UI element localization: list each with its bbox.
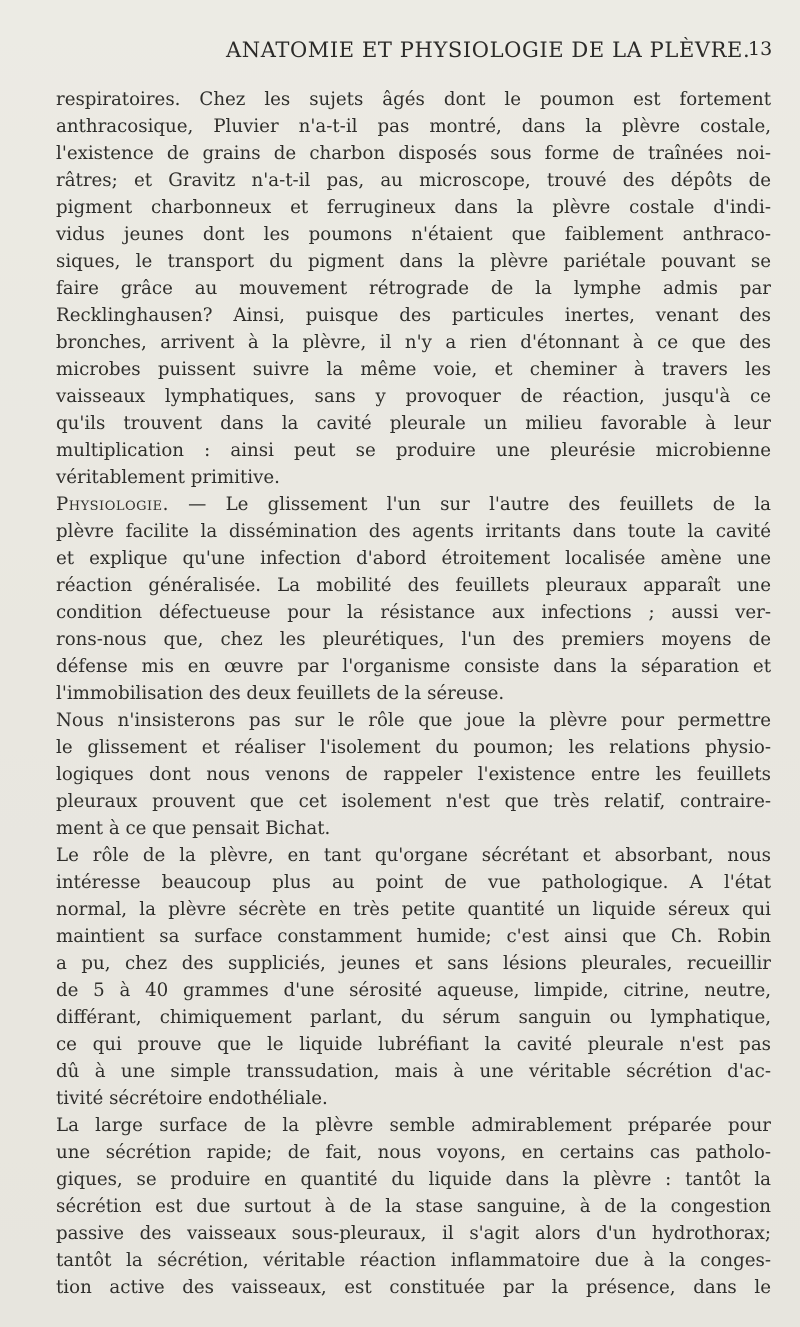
text-line: plèvre facilite la dissémination des agents irritants dans toute la cavité bbox=[56, 521, 771, 542]
text-line: a pu, chez des suppliciés, jeunes et sans lésions pleurales, recueillir bbox=[56, 953, 771, 974]
text-line: pigment charbonneux et ferrugineux dans la plèvre costale d'indi- bbox=[56, 197, 771, 218]
text-line: siques, le transport du pigment dans la plèvre pariétale pouvant se bbox=[56, 251, 771, 272]
text-line: tantôt la sécrétion, véritable réaction inflammatoire due à la conges- bbox=[56, 1250, 771, 1271]
text-line: ce qui prouve que le liquide lubréfiant la cavité pleurale n'est pas bbox=[56, 1034, 771, 1055]
text-line: vaisseaux lymphatiques, sans y provoquer de réaction, jusqu'à ce bbox=[56, 386, 771, 407]
text-line: l'existence de grains de charbon disposés sous forme de traînées noi- bbox=[56, 143, 771, 164]
text-line: et explique qu'une infection d'abord étroitement localisée amène une bbox=[56, 548, 771, 569]
text-line: dû à une simple transsudation, mais à une véritable sécrétion d'ac- bbox=[56, 1061, 771, 1082]
text-line: microbes puissent suivre la même voie, et cheminer à travers les bbox=[56, 359, 771, 380]
text-line: normal, la plèvre sécrète en très petite quantité un liquide séreux qui bbox=[56, 899, 771, 920]
text-line: sécrétion est due surtout à de la stase sanguine, à de la congestion bbox=[56, 1196, 771, 1217]
text-line: une sécrétion rapide; de fait, nous voyons, en certains cas patholo- bbox=[56, 1142, 771, 1163]
text-line: vidus jeunes dont les poumons n'étaient que faiblement anthraco- bbox=[56, 224, 771, 245]
text-line: maintient sa surface constamment humide; c'est ainsi que Ch. Robin bbox=[56, 926, 771, 947]
text-line: faire grâce au mouvement rétrograde de la lymphe admis par bbox=[56, 278, 771, 299]
text-line: réaction généralisée. La mobilité des feuillets pleuraux apparaît une bbox=[56, 575, 771, 596]
text-line: multiplication : ainsi peut se produire une pleurésie microbienne bbox=[56, 440, 771, 461]
text-line: de 5 à 40 grammes d'une sérosité aqueuse, limpide, citrine, neutre, bbox=[56, 980, 771, 1001]
text-line: Recklinghausen? Ainsi, puisque des particules inertes, venant des bbox=[56, 305, 771, 326]
text-line: intéresse beaucoup plus au point de vue pathologique. A l'état bbox=[56, 872, 771, 893]
text-line: logiques dont nous venons de rappeler l'existence entre les feuillets bbox=[56, 764, 771, 785]
text-line: qu'ils trouvent dans la cavité pleurale un milieu favorable à leur bbox=[56, 413, 771, 434]
text-line: véritablement primitive. bbox=[56, 467, 280, 488]
text-line: l'immobilisation des deux feuillets de la séreuse. bbox=[56, 683, 505, 704]
running-head: ANATOMIE ET PHYSIOLOGIE DE LA PLÈVRE. bbox=[226, 38, 751, 62]
text-line: anthracosique, Pluvier n'a-t-il pas montré, dans la plèvre costale, bbox=[56, 116, 771, 137]
text-line: passive des vaisseaux sous-pleuraux, il s'agit alors d'un hydrothorax; bbox=[56, 1223, 771, 1244]
section-label-physiologie: Physiologie. bbox=[56, 494, 169, 515]
text-line: râtres; et Gravitz n'a-t-il pas, au microscope, trouvé des dépôts de bbox=[56, 170, 771, 191]
text-line: tion active des vaisseaux, est constituée par la présence, dans le bbox=[56, 1277, 771, 1298]
text-line: pleuraux prouvent que cet isolement n'est que très relatif, contraire- bbox=[56, 791, 771, 812]
text-line: respiratoires. Chez les sujets âgés dont le poumon est fortement bbox=[56, 89, 771, 110]
text-line: condition défectueuse pour la résistance aux infections ; aussi ver- bbox=[56, 602, 771, 623]
text-line: La large surface de la plèvre semble admirablement préparée pour bbox=[56, 1115, 771, 1136]
text-line: giques, se produire en quantité du liquide dans la plèvre : tantôt la bbox=[56, 1169, 771, 1190]
text-line: — Le glissement l'un sur l'autre des feuillets de la bbox=[188, 494, 771, 515]
text-line: bronches, arrivent à la plèvre, il n'y a rien d'étonnant à ce que des bbox=[56, 332, 771, 353]
body-text bbox=[56, 86, 771, 1301]
text-line: le glissement et réaliser l'isolement du poumon; les relations physio- bbox=[56, 737, 771, 758]
page-number: 13 bbox=[748, 38, 773, 60]
text-line: Le rôle de la plèvre, en tant qu'organe sécrétant et absorbant, nous bbox=[56, 845, 771, 866]
text-line: différant, chimiquement parlant, du sérum sanguin ou lymphatique, bbox=[56, 1007, 771, 1028]
text-line: ment à ce que pensait Bichat. bbox=[56, 818, 331, 839]
text-line: rons-nous que, chez les pleurétiques, l'un des premiers moyens de bbox=[56, 629, 771, 650]
text-line: défense mis en œuvre par l'organisme consiste dans la séparation et bbox=[56, 656, 771, 677]
text-line: Nous n'insisterons pas sur le rôle que joue la plèvre pour permettre bbox=[56, 710, 771, 731]
text-line: tivité sécrétoire endothéliale. bbox=[56, 1088, 328, 1109]
paragraph-start-line bbox=[56, 491, 771, 518]
